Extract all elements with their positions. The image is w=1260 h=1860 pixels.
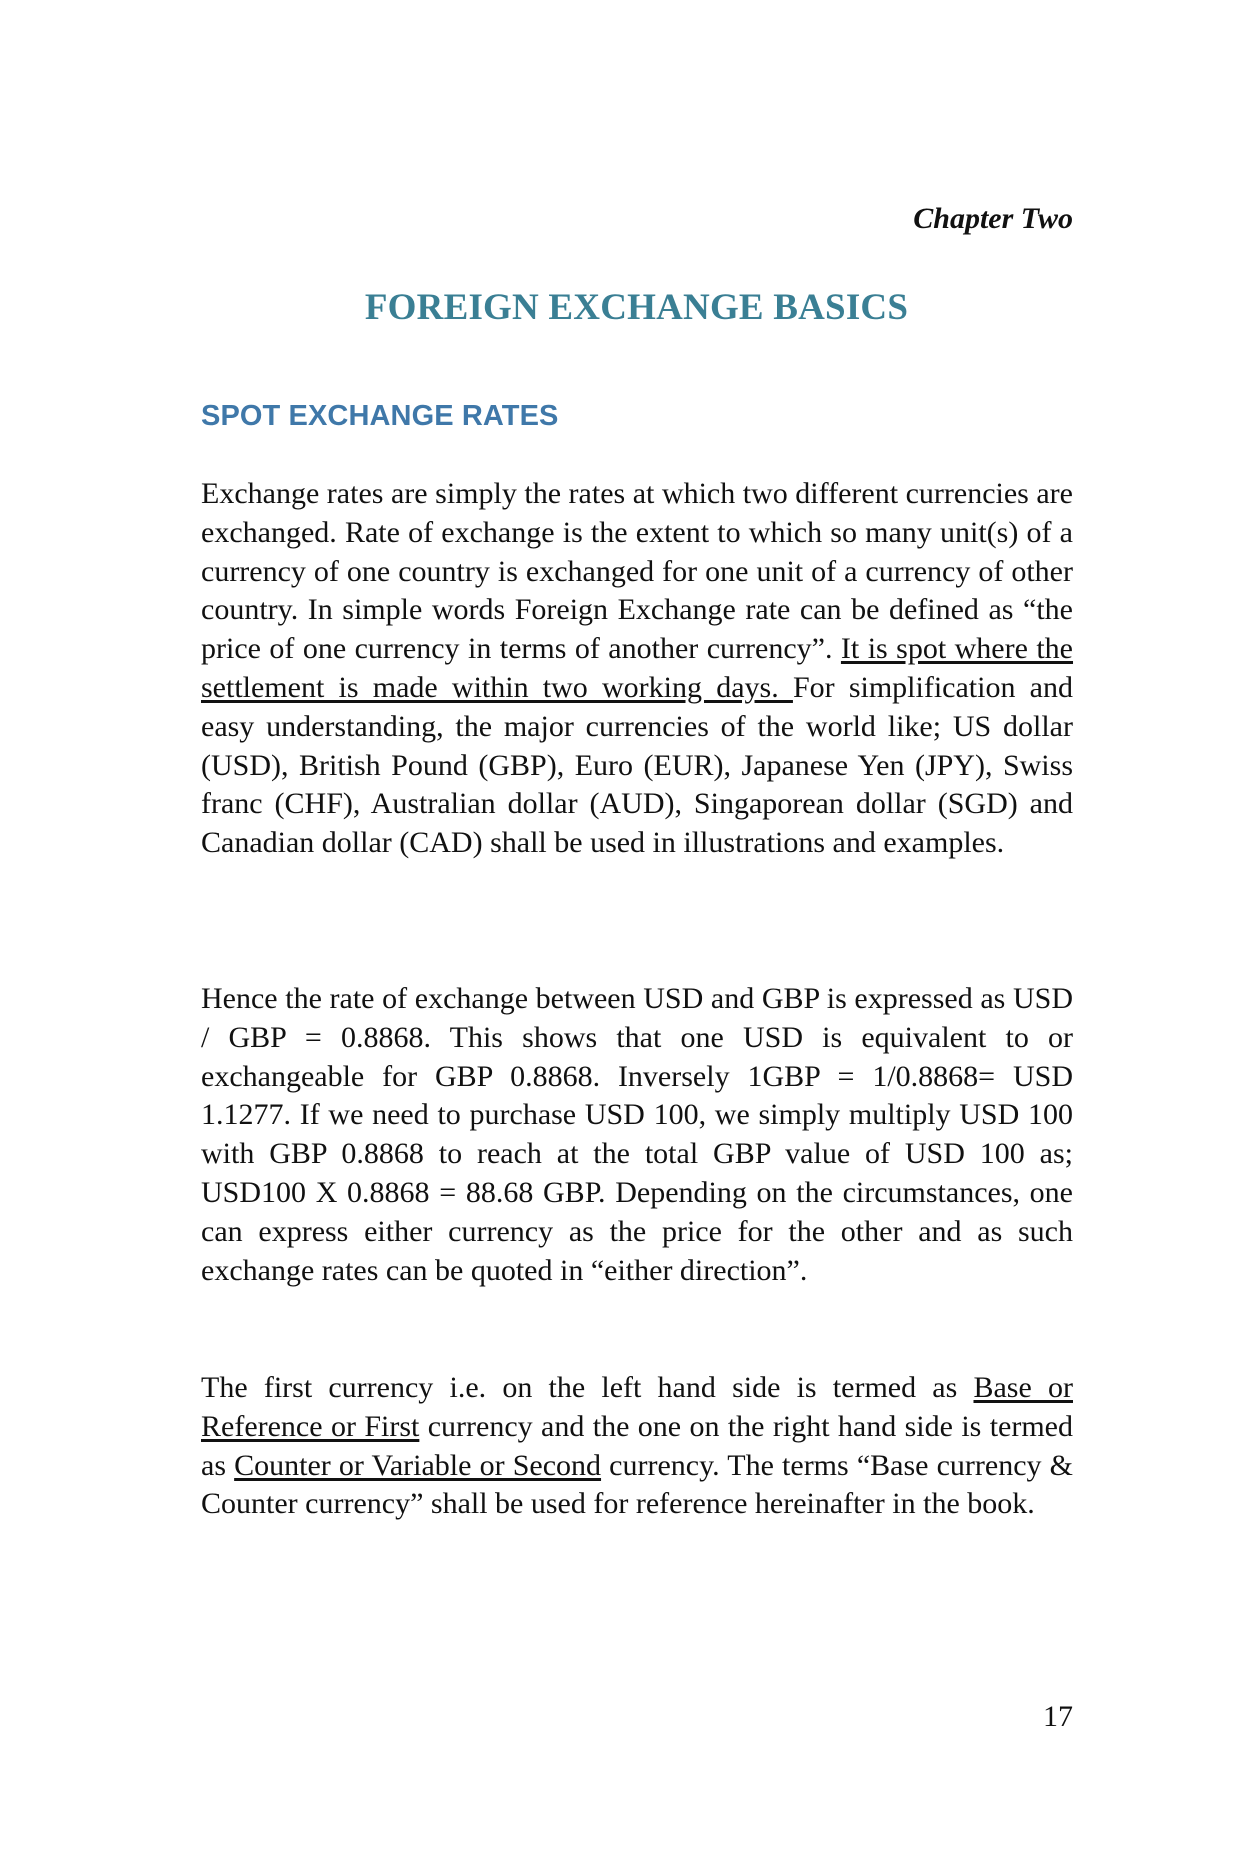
page-number: 17	[1043, 1700, 1073, 1733]
underlined-text: Base or Reference or First	[201, 1371, 1073, 1443]
paragraph-text: For simplification and easy understanding, the major currencies of the world like; US dollar (USD), British Pound (GBP), Euro (EUR), Japanese Yen (JPY), Swiss franc (CHF), Australian dollar (AUD), Singaporean dollar (SGD) and Canadian dollar (CAD) shall be used in illustrations and examples.	[201, 670, 1073, 860]
underlined-text: It is spot where the settlement is made within two working days.	[201, 632, 1074, 704]
paragraph-text: currency. The terms “Base currency & Counter currency” shall be used for reference hereinafter in the book.	[201, 1448, 1073, 1521]
chapter-label: Chapter Two	[913, 202, 1073, 235]
paragraph-usd-gbp-example: Hence the rate of exchange between USD and GBP is expressed as USD / GBP = 0.8868. This shows that one USD is equivalent to or exchangeable for GBP 0.8868. Inversely 1GBP = 1/0.8868= USD 1.1277. If we need to purchase USD 100, we simply multiply USD 100 with GBP 0.8868 to reach at the total GBP value of USD 100 as; USD100 X 0.8868 = 88.68 GBP. Depending on the circumstances, one can express either currency as the price for the other and as such exchange rates can be quoted in “either direction”.	[201, 982, 1073, 1287]
paragraph-text: Exchange rates are simply the rates at which two different currencies are exchanged. Rate of exchange is the extent to which so many unit(s) of a currency of one country is exchanged for one unit of a currency of other country. In simple words Foreign Exchange rate can be defined as “the price of one currency in terms of another currency”.	[201, 477, 1073, 666]
paragraph-text: The first currency i.e. on the left hand side is termed as	[201, 1371, 974, 1404]
paragraph-spot-rates-definition	[201, 475, 1073, 863]
underlined-text: Counter or Variable or Second	[234, 1448, 602, 1482]
paragraph-text: currency and the one on the right hand side is termed as	[201, 1409, 1073, 1482]
section-heading: SPOT EXCHANGE RATES	[201, 400, 559, 432]
chapter-title: FOREIGN EXCHANGE BASICS	[364, 287, 909, 328]
paragraph-base-counter-currency	[201, 1369, 1073, 1524]
